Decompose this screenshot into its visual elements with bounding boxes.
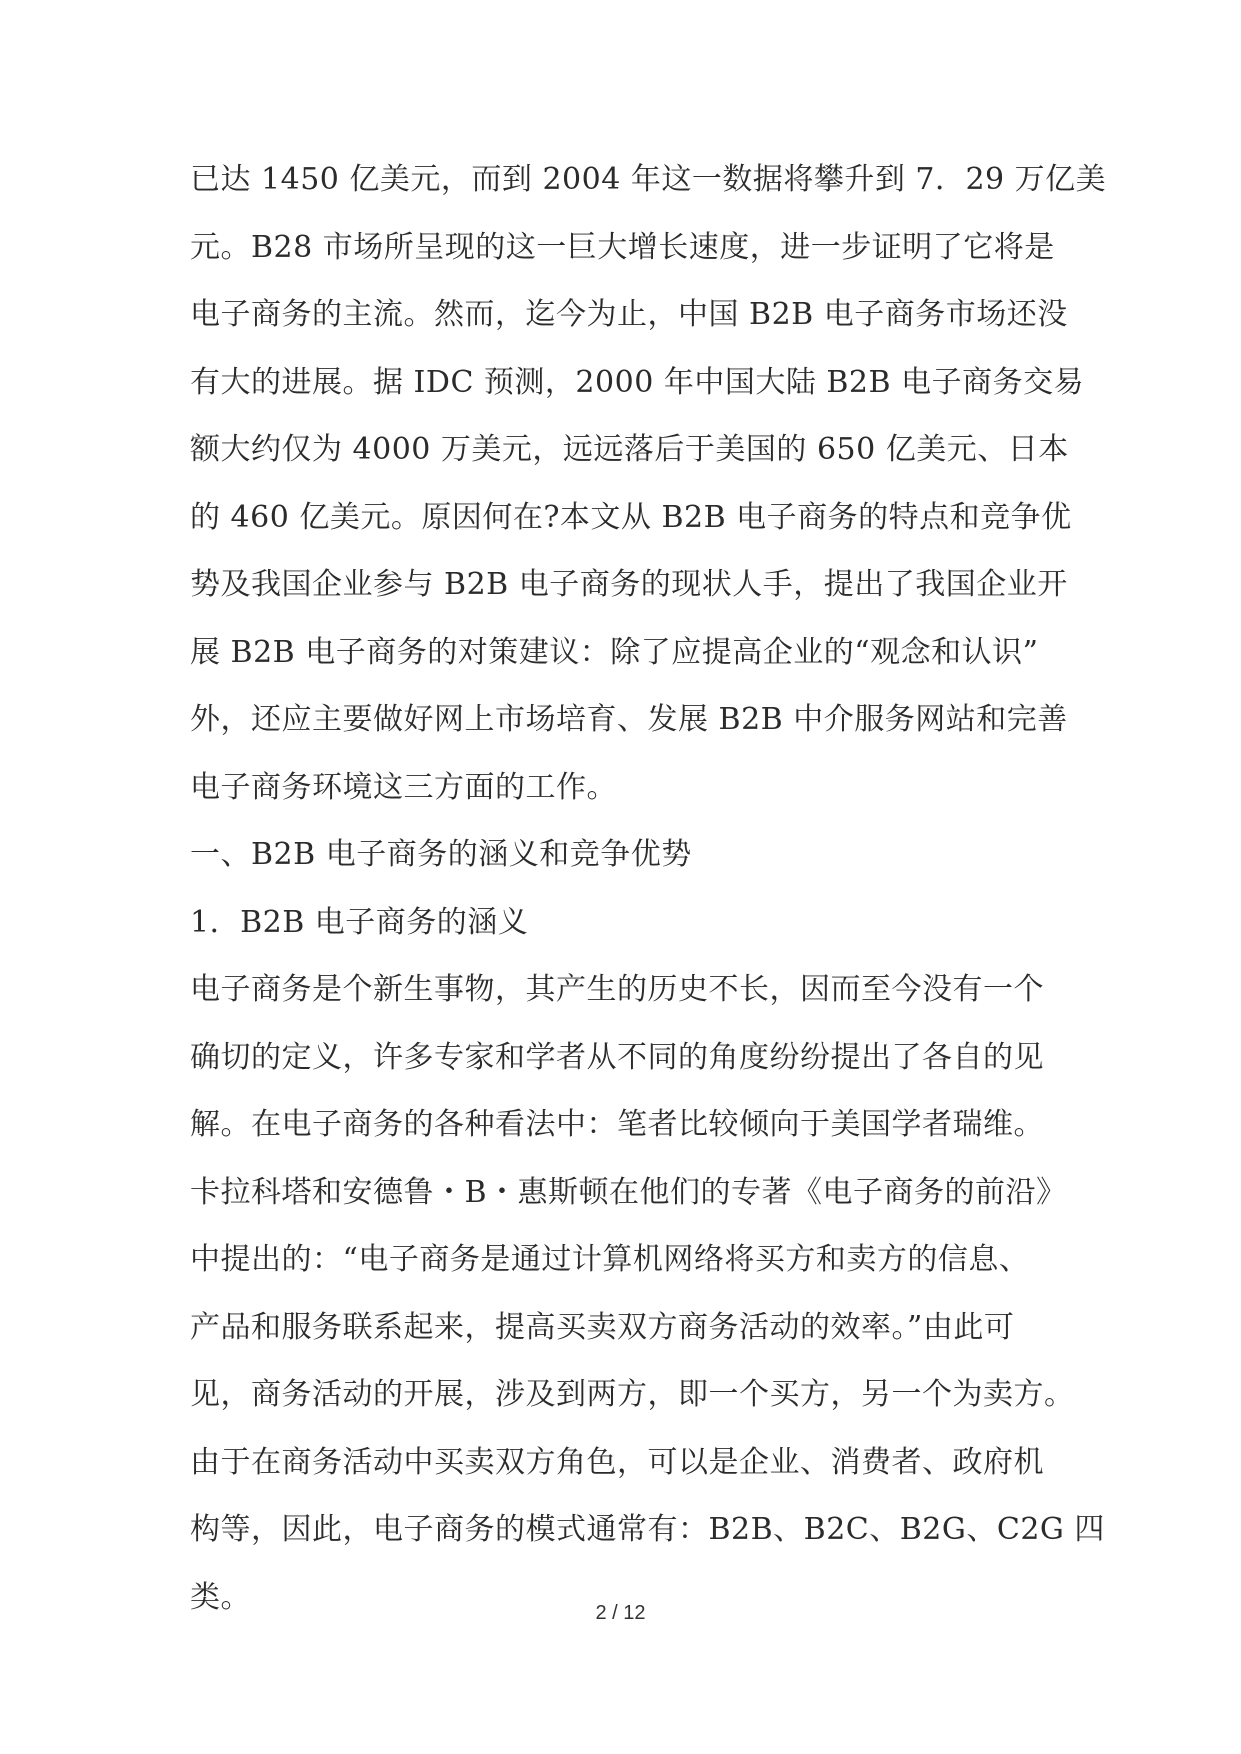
text-line: 电子商务是个新生事物，其产生的历史不长，因而至今没有一个 — [190, 972, 1044, 1007]
text-line: 构等，因此，电子商务的模式通常有：B2B、B2C、B2G、C2G 四 — [190, 1512, 1105, 1547]
text-line: 电子商务环境这三方面的工作。 — [190, 769, 617, 805]
text-line: 已达 1450 亿美元，而到 2004 年这一数据将攀升到 7．29 万亿美 — [190, 162, 1107, 197]
text-line: 见，商务活动的开展，涉及到两方，即一个买方，另一个为卖方。 — [190, 1377, 1075, 1412]
text-line: 的 460 亿美元。原因何在?本文从 B2B 电子商务的特点和竞争优 — [190, 499, 1072, 535]
text-line: 有大的进展。据 IDC 预测，2000 年中国大陆 B2B 电子商务交易 — [190, 364, 1085, 400]
body-text — [190, 160, 1107, 1645]
text-line: 中提出的：“电子商务是通过计算机网络将买方和卖方的信息、 — [190, 1242, 1030, 1277]
text-line: 展 B2B 电子商务的对策建议：除了应提高企业的“观念和认识” — [190, 634, 1039, 670]
text-line: 产品和服务联系起来，提高买卖双方商务活动的效率。”由此可 — [190, 1309, 1015, 1345]
text-line: 由于在商务活动中买卖双方角色，可以是企业、消费者、政府机 — [190, 1444, 1044, 1480]
text-line: 确切的定义，许多专家和学者从不同的角度纷纷提出了各自的见 — [190, 1039, 1044, 1075]
section-heading: 一、B2B 电子商务的涵义和竞争优势 — [190, 837, 692, 872]
text-line: 外，还应主要做好网上市场培育、发展 B2B 中介服务网站和完善 — [190, 702, 1068, 737]
text-line: 额大约仅为 4000 万美元，远远落后于美国的 650 亿美元、日本 — [190, 432, 1069, 467]
text-line: 卡拉科塔和安德鲁・B・惠斯顿在他们的专著《电子商务的前沿》 — [190, 1174, 1067, 1210]
text-line: 类。 — [190, 1579, 251, 1615]
text-line: 电子商务的主流。然而，迄今为止，中国 B2B 电子商务市场还没 — [190, 297, 1068, 332]
subsection-heading: 1．B2B 电子商务的涵义 — [190, 904, 529, 940]
text-line: 解。在电子商务的各种看法中：笔者比较倾向于美国学者瑞维。 — [190, 1107, 1044, 1142]
text-line: 元。B28 市场所呈现的这一巨大增长速度，进一步证明了它将是 — [190, 229, 1055, 265]
page-number: 2 / 12 — [595, 1602, 646, 1624]
text-line: 势及我国企业参与 B2B 电子商务的现状人手，提出了我国企业开 — [190, 567, 1068, 602]
